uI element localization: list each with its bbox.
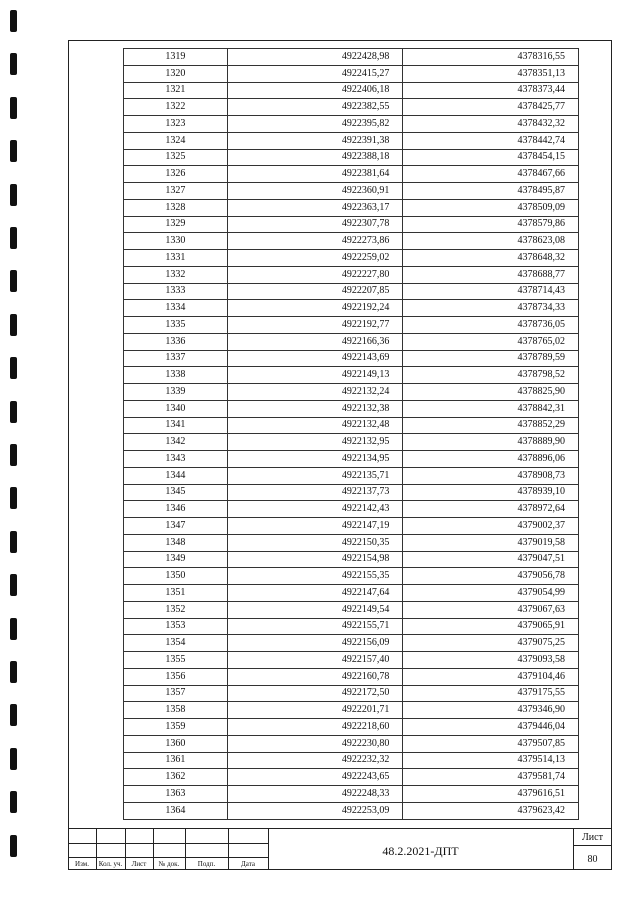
y-coordinate-cell: 4379065,91 bbox=[403, 618, 579, 635]
point-number-cell: 1350 bbox=[124, 568, 228, 585]
binder-hole bbox=[10, 401, 17, 423]
y-coordinate-cell: 4379616,51 bbox=[403, 786, 579, 803]
stamp-label-change: Изм. bbox=[75, 860, 89, 868]
y-coordinate-cell: 4378734,33 bbox=[403, 300, 579, 317]
y-coordinate-cell: 4378714,43 bbox=[403, 283, 579, 300]
binder-hole bbox=[10, 835, 17, 857]
table-row bbox=[124, 518, 579, 535]
y-coordinate-cell: 4378908,73 bbox=[403, 467, 579, 484]
y-coordinate-cell: 4378467,66 bbox=[403, 166, 579, 183]
table-row bbox=[124, 451, 579, 468]
x-coordinate-cell: 4922230,80 bbox=[227, 735, 403, 752]
table-row bbox=[124, 116, 579, 133]
table-row bbox=[124, 166, 579, 183]
binder-hole bbox=[10, 661, 17, 683]
point-number-cell: 1343 bbox=[124, 451, 228, 468]
y-coordinate-cell: 4378889,90 bbox=[403, 434, 579, 451]
binder-hole bbox=[10, 140, 17, 162]
y-coordinate-cell: 4379175,55 bbox=[403, 685, 579, 702]
x-coordinate-cell: 4922142,43 bbox=[227, 501, 403, 518]
y-coordinate-cell: 4379581,74 bbox=[403, 769, 579, 786]
table-row bbox=[124, 317, 579, 334]
table-row bbox=[124, 652, 579, 669]
table-row bbox=[124, 350, 579, 367]
point-number-cell: 1351 bbox=[124, 585, 228, 602]
point-number-cell: 1347 bbox=[124, 518, 228, 535]
binder-hole bbox=[10, 748, 17, 770]
point-number-cell: 1320 bbox=[124, 65, 228, 82]
x-coordinate-cell: 4922147,64 bbox=[227, 585, 403, 602]
x-coordinate-cell: 4922132,48 bbox=[227, 417, 403, 434]
x-coordinate-cell: 4922360,91 bbox=[227, 183, 403, 200]
table-row bbox=[124, 417, 579, 434]
x-coordinate-cell: 4922192,77 bbox=[227, 317, 403, 334]
x-coordinate-cell: 4922172,50 bbox=[227, 685, 403, 702]
x-coordinate-cell: 4922137,73 bbox=[227, 484, 403, 501]
y-coordinate-cell: 4379056,78 bbox=[403, 568, 579, 585]
table-row bbox=[124, 769, 579, 786]
x-coordinate-cell: 4922160,78 bbox=[227, 668, 403, 685]
point-number-cell: 1344 bbox=[124, 467, 228, 484]
stamp-label-doc-number: № док. bbox=[158, 860, 180, 868]
x-coordinate-cell: 4922395,82 bbox=[227, 116, 403, 133]
x-coordinate-cell: 4922248,33 bbox=[227, 786, 403, 803]
point-number-cell: 1348 bbox=[124, 534, 228, 551]
point-number-cell: 1321 bbox=[124, 82, 228, 99]
x-coordinate-cell: 4922147,19 bbox=[227, 518, 403, 535]
table-row bbox=[124, 568, 579, 585]
point-number-cell: 1364 bbox=[124, 802, 228, 819]
point-number-cell: 1354 bbox=[124, 635, 228, 652]
stamp-label-date: Дата bbox=[241, 860, 255, 868]
y-coordinate-cell: 4379446,04 bbox=[403, 719, 579, 736]
y-coordinate-cell: 4378825,90 bbox=[403, 384, 579, 401]
binder-hole bbox=[10, 574, 17, 596]
table-row bbox=[124, 367, 579, 384]
x-coordinate-cell: 4922156,09 bbox=[227, 635, 403, 652]
point-number-cell: 1358 bbox=[124, 702, 228, 719]
x-coordinate-cell: 4922227,80 bbox=[227, 266, 403, 283]
table-row bbox=[124, 300, 579, 317]
y-coordinate-cell: 4378316,55 bbox=[403, 49, 579, 66]
x-coordinate-cell: 4922132,38 bbox=[227, 400, 403, 417]
table-row bbox=[124, 735, 579, 752]
y-coordinate-cell: 4378842,31 bbox=[403, 400, 579, 417]
point-number-cell: 1361 bbox=[124, 752, 228, 769]
point-number-cell: 1322 bbox=[124, 99, 228, 116]
y-coordinate-cell: 4379093,58 bbox=[403, 652, 579, 669]
y-coordinate-cell: 4379054,99 bbox=[403, 585, 579, 602]
x-coordinate-cell: 4922155,71 bbox=[227, 618, 403, 635]
x-coordinate-cell: 4922381,64 bbox=[227, 166, 403, 183]
y-coordinate-cell: 4378688,77 bbox=[403, 266, 579, 283]
point-number-cell: 1355 bbox=[124, 652, 228, 669]
table-row bbox=[124, 585, 579, 602]
point-number-cell: 1330 bbox=[124, 233, 228, 250]
table-row bbox=[124, 266, 579, 283]
point-number-cell: 1339 bbox=[124, 384, 228, 401]
point-number-cell: 1338 bbox=[124, 367, 228, 384]
x-coordinate-cell: 4922391,38 bbox=[227, 132, 403, 149]
binder-hole bbox=[10, 270, 17, 292]
point-number-cell: 1319 bbox=[124, 49, 228, 66]
x-coordinate-cell: 4922166,36 bbox=[227, 333, 403, 350]
point-number-cell: 1349 bbox=[124, 551, 228, 568]
x-coordinate-cell: 4922382,55 bbox=[227, 99, 403, 116]
point-number-cell: 1359 bbox=[124, 719, 228, 736]
point-number-cell: 1323 bbox=[124, 116, 228, 133]
x-coordinate-cell: 4922232,32 bbox=[227, 752, 403, 769]
table-row bbox=[124, 618, 579, 635]
y-coordinate-cell: 4378442,74 bbox=[403, 132, 579, 149]
binder-hole bbox=[10, 53, 17, 75]
point-number-cell: 1334 bbox=[124, 300, 228, 317]
y-coordinate-cell: 4378454,15 bbox=[403, 149, 579, 166]
y-coordinate-cell: 4378623,08 bbox=[403, 233, 579, 250]
point-number-cell: 1352 bbox=[124, 601, 228, 618]
y-coordinate-cell: 4378896,06 bbox=[403, 451, 579, 468]
y-coordinate-cell: 4378939,10 bbox=[403, 484, 579, 501]
point-number-cell: 1356 bbox=[124, 668, 228, 685]
sheet-label: Лист bbox=[582, 832, 603, 843]
y-coordinate-cell: 4378852,29 bbox=[403, 417, 579, 434]
table-row bbox=[124, 283, 579, 300]
binder-hole bbox=[10, 704, 17, 726]
point-number-cell: 1353 bbox=[124, 618, 228, 635]
x-coordinate-cell: 4922363,17 bbox=[227, 199, 403, 216]
point-number-cell: 1325 bbox=[124, 149, 228, 166]
point-number-cell: 1331 bbox=[124, 250, 228, 267]
point-number-cell: 1337 bbox=[124, 350, 228, 367]
table-row bbox=[124, 719, 579, 736]
table-row bbox=[124, 601, 579, 618]
table-row bbox=[124, 233, 579, 250]
x-coordinate-cell: 4922253,09 bbox=[227, 802, 403, 819]
table-row bbox=[124, 501, 579, 518]
binder-hole bbox=[10, 444, 17, 466]
binder-hole bbox=[10, 314, 17, 336]
point-number-cell: 1326 bbox=[124, 166, 228, 183]
y-coordinate-cell: 4379002,37 bbox=[403, 518, 579, 535]
table-row bbox=[124, 183, 579, 200]
y-coordinate-cell: 4378648,32 bbox=[403, 250, 579, 267]
x-coordinate-cell: 4922132,95 bbox=[227, 434, 403, 451]
y-coordinate-cell: 4379075,25 bbox=[403, 635, 579, 652]
table-row bbox=[124, 802, 579, 819]
table-row bbox=[124, 216, 579, 233]
x-coordinate-cell: 4922259,02 bbox=[227, 250, 403, 267]
table-row bbox=[124, 149, 579, 166]
point-number-cell: 1363 bbox=[124, 786, 228, 803]
point-number-cell: 1341 bbox=[124, 417, 228, 434]
table-row bbox=[124, 132, 579, 149]
table-row bbox=[124, 199, 579, 216]
table-row bbox=[124, 551, 579, 568]
y-coordinate-cell: 4379507,85 bbox=[403, 735, 579, 752]
binder-hole bbox=[10, 184, 17, 206]
table-row bbox=[124, 250, 579, 267]
y-coordinate-cell: 4378373,44 bbox=[403, 82, 579, 99]
table-row bbox=[124, 668, 579, 685]
y-coordinate-cell: 4378789,59 bbox=[403, 350, 579, 367]
x-coordinate-cell: 4922307,78 bbox=[227, 216, 403, 233]
x-coordinate-cell: 4922157,40 bbox=[227, 652, 403, 669]
y-coordinate-cell: 4378736,05 bbox=[403, 317, 579, 334]
x-coordinate-cell: 4922155,35 bbox=[227, 568, 403, 585]
table-row bbox=[124, 484, 579, 501]
stamp-label-sheet: Лист bbox=[131, 860, 147, 868]
document-code: 48.2.2021-ДПТ bbox=[382, 844, 459, 858]
x-coordinate-cell: 4922132,24 bbox=[227, 384, 403, 401]
sheet-number: 80 bbox=[587, 854, 598, 865]
x-coordinate-cell: 4922149,13 bbox=[227, 367, 403, 384]
table-row bbox=[124, 49, 579, 66]
x-coordinate-cell: 4922201,71 bbox=[227, 702, 403, 719]
table-row bbox=[124, 467, 579, 484]
y-coordinate-cell: 4378425,77 bbox=[403, 99, 579, 116]
table-row bbox=[124, 333, 579, 350]
table-row bbox=[124, 400, 579, 417]
point-number-cell: 1342 bbox=[124, 434, 228, 451]
table-row bbox=[124, 434, 579, 451]
x-coordinate-cell: 4922388,18 bbox=[227, 149, 403, 166]
y-coordinate-cell: 4378509,09 bbox=[403, 199, 579, 216]
y-coordinate-cell: 4378765,02 bbox=[403, 333, 579, 350]
point-number-cell: 1360 bbox=[124, 735, 228, 752]
x-coordinate-cell: 4922149,54 bbox=[227, 601, 403, 618]
x-coordinate-cell: 4922134,95 bbox=[227, 451, 403, 468]
table-row bbox=[124, 752, 579, 769]
point-number-cell: 1357 bbox=[124, 685, 228, 702]
binder-hole bbox=[10, 97, 17, 119]
x-coordinate-cell: 4922415,27 bbox=[227, 65, 403, 82]
binder-hole bbox=[10, 487, 17, 509]
binder-hole bbox=[10, 10, 17, 32]
y-coordinate-cell: 4379067,63 bbox=[403, 601, 579, 618]
y-coordinate-cell: 4378432,32 bbox=[403, 116, 579, 133]
table-row bbox=[124, 685, 579, 702]
x-coordinate-cell: 4922135,71 bbox=[227, 467, 403, 484]
y-coordinate-cell: 4378798,52 bbox=[403, 367, 579, 384]
table-row bbox=[124, 702, 579, 719]
x-coordinate-cell: 4922428,98 bbox=[227, 49, 403, 66]
y-coordinate-cell: 4378579,86 bbox=[403, 216, 579, 233]
y-coordinate-cell: 4378351,13 bbox=[403, 65, 579, 82]
y-coordinate-cell: 4379019,58 bbox=[403, 534, 579, 551]
stamp-label-count: Кол. уч. bbox=[98, 860, 123, 868]
binder-hole bbox=[10, 227, 17, 249]
coordinates-table bbox=[123, 48, 579, 820]
table-row bbox=[124, 82, 579, 99]
point-number-cell: 1324 bbox=[124, 132, 228, 149]
y-coordinate-cell: 4378972,64 bbox=[403, 501, 579, 518]
point-number-cell: 1345 bbox=[124, 484, 228, 501]
x-coordinate-cell: 4922243,65 bbox=[227, 769, 403, 786]
x-coordinate-cell: 4922150,35 bbox=[227, 534, 403, 551]
point-number-cell: 1329 bbox=[124, 216, 228, 233]
x-coordinate-cell: 4922273,86 bbox=[227, 233, 403, 250]
binder-hole bbox=[10, 531, 17, 553]
table-row bbox=[124, 99, 579, 116]
point-number-cell: 1332 bbox=[124, 266, 228, 283]
stamp-label-signature: Подп. bbox=[197, 860, 216, 868]
binder-holes bbox=[0, 0, 30, 905]
point-number-cell: 1327 bbox=[124, 183, 228, 200]
table-row bbox=[124, 786, 579, 803]
x-coordinate-cell: 4922154,98 bbox=[227, 551, 403, 568]
y-coordinate-cell: 4379104,46 bbox=[403, 668, 579, 685]
title-block-stamp bbox=[68, 828, 612, 870]
table-row bbox=[124, 384, 579, 401]
x-coordinate-cell: 4922192,24 bbox=[227, 300, 403, 317]
point-number-cell: 1362 bbox=[124, 769, 228, 786]
x-coordinate-cell: 4922143,69 bbox=[227, 350, 403, 367]
y-coordinate-cell: 4378495,87 bbox=[403, 183, 579, 200]
y-coordinate-cell: 4379623,42 bbox=[403, 802, 579, 819]
point-number-cell: 1340 bbox=[124, 400, 228, 417]
x-coordinate-cell: 4922218,60 bbox=[227, 719, 403, 736]
table-row bbox=[124, 635, 579, 652]
coordinates-table-body bbox=[124, 49, 579, 820]
point-number-cell: 1333 bbox=[124, 283, 228, 300]
binder-hole bbox=[10, 618, 17, 640]
x-coordinate-cell: 4922406,18 bbox=[227, 82, 403, 99]
table-row bbox=[124, 534, 579, 551]
point-number-cell: 1335 bbox=[124, 317, 228, 334]
binder-hole bbox=[10, 791, 17, 813]
point-number-cell: 1346 bbox=[124, 501, 228, 518]
y-coordinate-cell: 4379346,90 bbox=[403, 702, 579, 719]
point-number-cell: 1328 bbox=[124, 199, 228, 216]
table-row bbox=[124, 65, 579, 82]
binder-hole bbox=[10, 357, 17, 379]
y-coordinate-cell: 4379514,13 bbox=[403, 752, 579, 769]
x-coordinate-cell: 4922207,85 bbox=[227, 283, 403, 300]
y-coordinate-cell: 4379047,51 bbox=[403, 551, 579, 568]
point-number-cell: 1336 bbox=[124, 333, 228, 350]
